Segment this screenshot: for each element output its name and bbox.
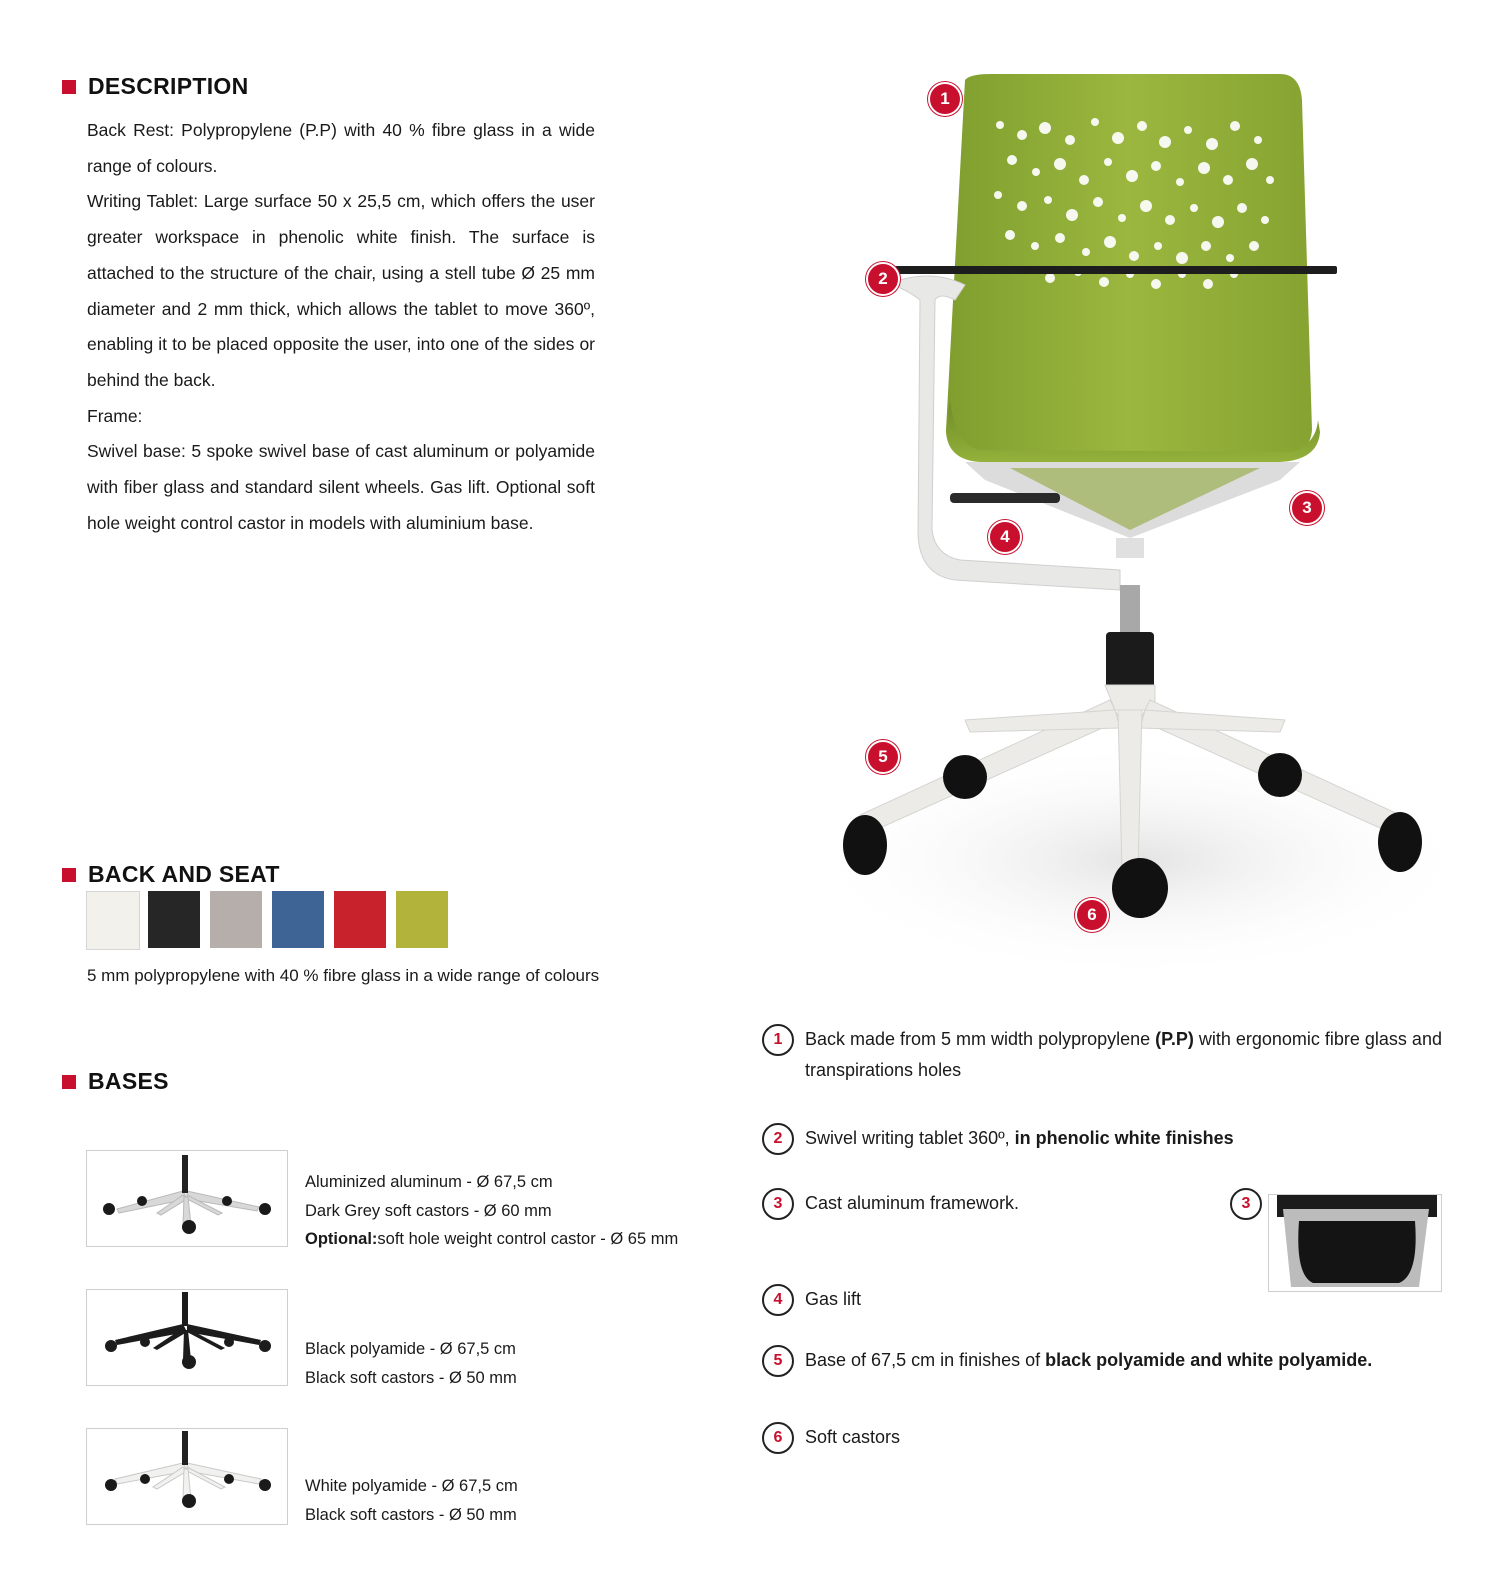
feature-1-text-b: with ergonomic fibre glass and transpirations holes — [805, 1029, 1442, 1080]
callout-1-badge: 1 — [928, 82, 962, 116]
callout-5-badge: 5 — [866, 740, 900, 774]
swatch-white — [86, 891, 140, 950]
back-and-seat-heading — [62, 861, 280, 888]
bases-heading — [62, 1068, 169, 1095]
base-2-line-1: Black polyamide - Ø 67,5 cm — [305, 1340, 516, 1358]
gas-lever — [950, 493, 1060, 503]
feature-5-text — [805, 1345, 1372, 1376]
base-1-line-1: Aluminized aluminum - Ø 67,5 cm — [305, 1173, 553, 1191]
feature-4-text-a: Gas lift — [805, 1289, 862, 1309]
framework-detail-icon — [1269, 1195, 1441, 1291]
description-back-rest: Back Rest: Polypropylene (P.P) with 40 % fibre glass in a wide range of colours. — [87, 120, 595, 176]
optional-label: Optional: — [305, 1230, 378, 1248]
description-heading-text: DESCRIPTION — [88, 73, 249, 99]
description-swivel-base: Swivel base: 5 spoke swivel base of cast aluminum or polyamide with fiber glass and standard silent wheels. Gas lift. Optional soft hole weight control castor in models with aluminium base. — [87, 441, 595, 533]
feature-4-text — [805, 1284, 861, 1315]
description-frame-label: Frame: — [87, 405, 143, 426]
feature-2-text-a: Swivel writing tablet 360º, — [805, 1128, 1015, 1148]
base-thumb-black — [86, 1289, 288, 1386]
gas-lift-cylinder — [1106, 632, 1154, 692]
feature-2-number: 2 — [762, 1123, 794, 1155]
base-thumb-white — [86, 1428, 288, 1525]
back-and-seat-heading-text: BACK AND SEAT — [88, 861, 280, 887]
feature-5-bold: black polyamide and white polyamide. — [1045, 1350, 1373, 1370]
base-1-text — [305, 1168, 678, 1254]
white-base-icon — [87, 1429, 287, 1524]
base-1-line-2: Dark Grey soft castors - Ø 60 mm — [305, 1201, 552, 1220]
swatch-blue — [272, 891, 324, 948]
callout-2-badge: 2 — [866, 262, 900, 296]
optional-text: soft hole weight control castor - Ø 65 mm — [377, 1230, 679, 1248]
chair-illustration — [760, 60, 1500, 980]
feature-3-number: 3 — [762, 1188, 794, 1220]
swatch-grey — [210, 891, 262, 948]
feature-4-number: 4 — [762, 1284, 794, 1316]
swatch-green — [396, 891, 448, 948]
feature-1-bold: (P.P) — [1155, 1029, 1194, 1049]
feature-3-text — [805, 1188, 1019, 1219]
callout-3-badge: 3 — [1290, 491, 1324, 525]
feature-6-text — [805, 1422, 900, 1453]
feature-2-text — [805, 1123, 1234, 1154]
red-square-bullet — [62, 1075, 76, 1089]
description-body — [87, 113, 595, 541]
black-base-icon — [87, 1290, 287, 1385]
bases-heading-text: BASES — [88, 1068, 169, 1094]
feature-5-number: 5 — [762, 1345, 794, 1377]
feature-2-bold: in phenolic white finishes — [1014, 1128, 1234, 1148]
cast-aluminum-detail-image — [1268, 1194, 1442, 1292]
swatch-red — [334, 891, 386, 948]
feature-1-text — [805, 1024, 1455, 1086]
description-writing-tablet: Writing Tablet: Large surface 50 x 25,5 cm, which offers the user greater workspace in phenolic white finish. The surface is attached to the structure of the chair, using a stell tube Ø 25 mm diameter and 2 mm thick, which allows the tablet to move 360º, enabling it to be placed opposite the user, into one of the sides or behind the back. — [87, 191, 595, 390]
base-3-line-2: Black soft castors - Ø 50 mm — [305, 1505, 517, 1524]
red-square-bullet — [62, 868, 76, 882]
description-heading — [62, 73, 248, 100]
callout-6-badge: 6 — [1075, 898, 1109, 932]
feature-6-text-a: Soft castors — [805, 1427, 901, 1447]
base-3-line-1: White polyamide - Ø 67,5 cm — [305, 1477, 518, 1495]
detail-3-number: 3 — [1230, 1188, 1262, 1220]
callout-4-badge: 4 — [988, 520, 1022, 554]
aluminium-base-icon — [87, 1151, 287, 1246]
base-1-optional — [305, 1225, 678, 1254]
back-and-seat-caption: 5 mm polypropylene with 40 % fibre glass in a wide range of colours — [87, 966, 600, 985]
base-3-text — [305, 1472, 518, 1529]
feature-1-text-a: Back made from 5 mm width polypropylene — [805, 1029, 1156, 1049]
swatch-black — [148, 891, 200, 948]
red-square-bullet — [62, 80, 76, 94]
feature-5-text-a: Base of 67,5 cm in finishes of — [805, 1350, 1046, 1370]
base-2-text — [305, 1335, 517, 1392]
feature-3-text-a: Cast aluminum framework. — [805, 1193, 1020, 1213]
base-thumb-aluminium — [86, 1150, 288, 1247]
feature-1-number: 1 — [762, 1024, 794, 1056]
feature-6-number: 6 — [762, 1422, 794, 1454]
base-2-line-2: Black soft castors - Ø 50 mm — [305, 1368, 517, 1387]
writing-tablet — [895, 266, 1337, 274]
gas-lift-piston — [1120, 585, 1140, 635]
